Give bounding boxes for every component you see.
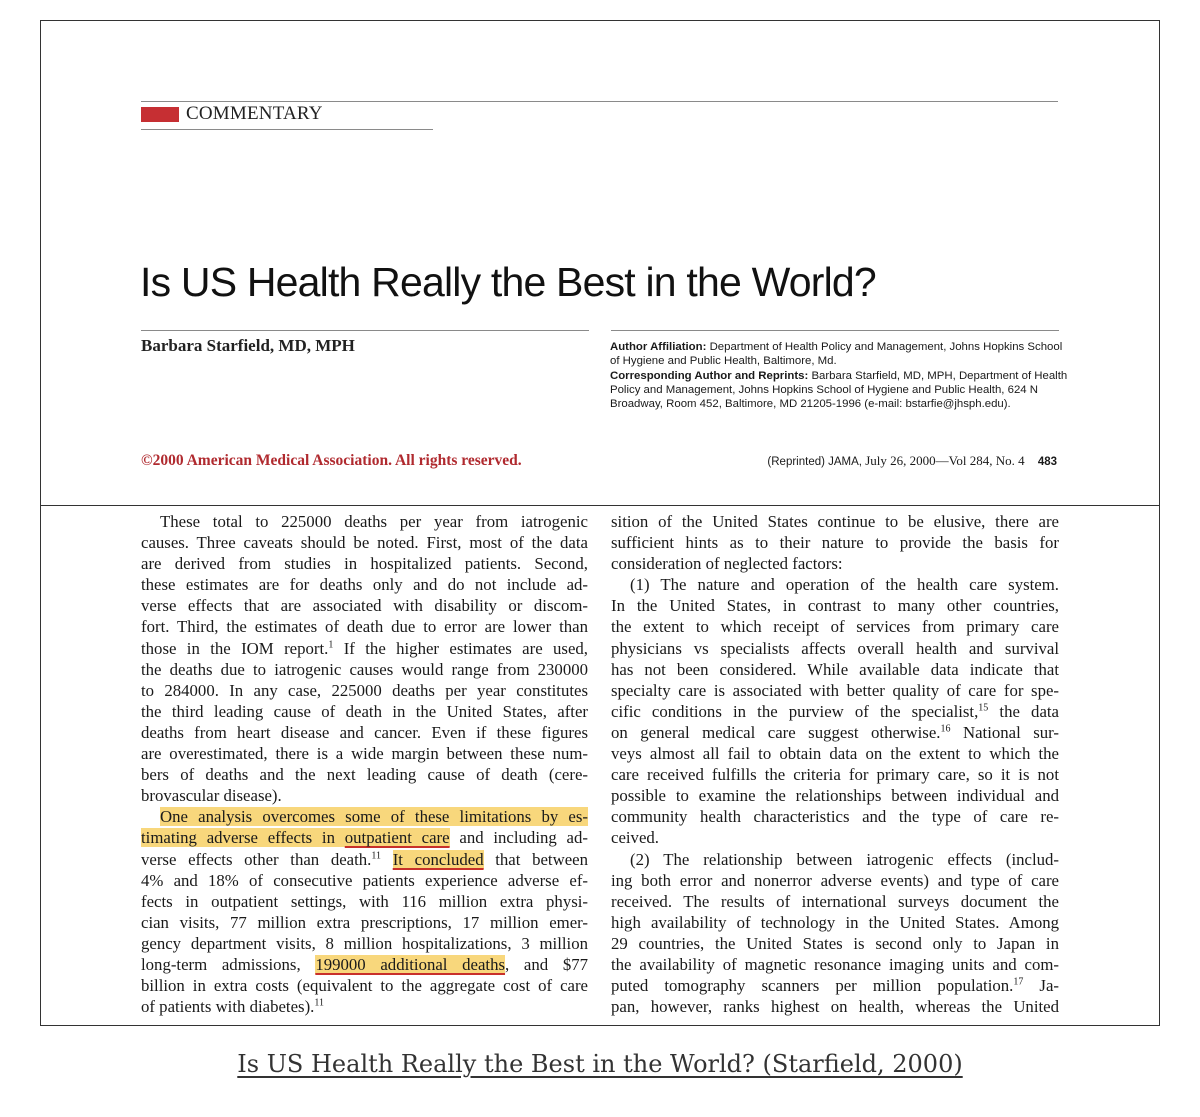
affiliation-rule [611, 330, 1059, 331]
text-segment: Ja- [1023, 976, 1059, 996]
text-line: causes. Three caveats should be noted. First, most of the data [141, 533, 588, 553]
highlighted-line [141, 827, 588, 848]
text-segment: those in the IOM report. [141, 638, 329, 658]
text-line: ceived. [611, 828, 659, 848]
text-line: cian visits, 77 million extra prescriptions, 17 million emer- [141, 912, 588, 932]
text-line: deaths from heart disease and cancer. Even if these figures [141, 722, 588, 742]
text-line: sition of the United States continue to be elusive, there are [611, 512, 1059, 531]
text-segment: cific conditions in the purview of the specialist, [611, 701, 979, 721]
text-line: physicians vs specialists affects overall health and survival [611, 638, 1059, 658]
highlight-span: timating adverse effects in [141, 828, 345, 848]
text-line [141, 849, 588, 870]
text-segment: on general medical care suggest otherwise. [611, 722, 941, 742]
text-line: care received fulfills the criteria for primary care, so it is not [611, 765, 1059, 785]
text-line: 4% and 18% of consecutive patients experience adverse ef- [141, 870, 588, 890]
text-line: billion in extra costs (equivalent to the aggregate cost of care [141, 976, 588, 996]
section-underline-rule [141, 129, 433, 130]
text-line [611, 722, 1059, 743]
text-line: These total to 225000 deaths per year from iatrogenic [160, 512, 588, 531]
author-affiliation [610, 340, 1070, 411]
highlighted-line [141, 806, 588, 827]
text-line: received. The results of international surveys document the [611, 891, 1059, 911]
text-line: community health characteristics and the type of care re- [611, 807, 1059, 827]
author-name: Barbara Starfield, MD, MPH [141, 336, 355, 355]
citation-prefix: (Reprinted) JAMA, [767, 456, 863, 468]
text-line: (2) The relationship between iatrogenic effects (includ- [630, 849, 1059, 869]
corresponding-text: Barbara Starfield, MD, MPH, Department of Health Policy and Management, Johns Hopkins School of Hygiene and Public Health, 624 N Broadway, Room 452, Baltimore, MD 21205-1996 (e-mail: bstarfie@jhsph.edu). [610, 369, 1068, 411]
text-line: In the United States, in contrast to many other countries, [611, 596, 1059, 616]
text-segment: of patients with diabetes). [141, 997, 315, 1017]
text-line: specialty care is associated with better quality of care for spe- [611, 680, 1059, 700]
text-line: 29 countries, the United States is second only to Japan in [611, 933, 1059, 953]
section-label: COMMENTARY [186, 103, 323, 124]
copyright-notice: ©2000 American Medical Association. All rights reserved. [141, 452, 522, 469]
page-number: 483 [1037, 456, 1057, 468]
underlined-phrase: It concluded [392, 849, 484, 869]
affiliation-label: Author Affiliation: [610, 341, 707, 353]
citation-ref: 17 [1013, 976, 1024, 988]
caption-link[interactable]: Is US Health Really the Best in the World? (Starfield, 2000) [237, 1050, 963, 1078]
journal-citation [767, 453, 1057, 469]
section-color-bar [141, 107, 179, 122]
text-line: fects in outpatient settings, with 116 million extra physi- [141, 891, 588, 911]
text-line: pan, however, ranks highest on health, whereas the United [611, 997, 1059, 1017]
body-column-right [611, 511, 1059, 1017]
citation-date: July 26, 2000—Vol 284, No. 4 [865, 453, 1025, 468]
text-segment: the data [988, 701, 1060, 721]
text-line: veys almost all fail to obtain data on the extent to which the [611, 744, 1059, 764]
text-line: possible to examine the relationships between individual and [611, 786, 1059, 806]
text-segment: that between [483, 849, 588, 869]
header-top-rule [141, 101, 1058, 102]
underlined-phrase: outpatient care [344, 828, 450, 848]
text-line: (1) The nature and operation of the health care system. [630, 575, 1059, 595]
text-line: bers of deaths and the next leading cause of death (cere- [141, 765, 588, 785]
corresponding-label: Corresponding Author and Reprints: [610, 369, 809, 382]
citation-ref: 11 [314, 997, 325, 1009]
text-line: the deaths due to iatrogenic causes would range from 230000 [141, 659, 588, 679]
text-line: to 284000. In any case, 225000 deaths per year constitutes [141, 680, 588, 700]
text-line: are overestimated, there is a wide margin between these num- [141, 744, 588, 764]
text-line [141, 954, 588, 975]
highlight-span: One analysis overcomes some of these limitations by es- [160, 807, 588, 827]
text-line [611, 975, 1059, 996]
text-line: these estimates are for deaths only and do not include ad- [141, 575, 588, 595]
image-caption [0, 1050, 1200, 1078]
author-rule [141, 330, 589, 331]
underlined-phrase: 199000 additional deaths [315, 954, 506, 974]
text-line: fort. Third, the estimates of death due to error are lower than [141, 617, 588, 637]
text-line: high availability of technology in the United States. Among [611, 912, 1059, 932]
text-segment: National sur- [950, 722, 1060, 742]
affiliation-text: Department of Health Policy and Management, Johns Hopkins School of Hygiene and Public Health, Baltimore, Md. [610, 341, 1063, 368]
text-line: the third leading cause of death in the United States, after [141, 701, 588, 721]
text-line: gency department visits, 8 million hospitalizations, 3 million [141, 933, 588, 953]
text-line [611, 701, 1059, 722]
text-segment: If the higher estimates are used, [343, 638, 588, 658]
text-segment: and including ad- [449, 828, 588, 848]
text-line: consideration of neglected factors: [611, 554, 843, 574]
citation-ref: 1 [328, 638, 334, 650]
text-line: sufficient hints as to their nature to provide the basis for [611, 533, 1059, 553]
text-segment: verse effects other than death. [141, 849, 372, 869]
citation-ref: 11 [371, 849, 382, 861]
text-line: has not been considered. While available data indicate that [611, 659, 1059, 679]
text-segment: , and $77 [505, 954, 588, 974]
text-line: are derived from studies in hospitalized patients. Second, [141, 554, 588, 574]
text-line: ing both error and nonerror adverse events) and type of care [611, 870, 1059, 890]
article-title: Is US Health Really the Best in the World? [140, 259, 876, 305]
text-line: verse effects that are associated with disability or discom- [141, 596, 588, 616]
citation-ref: 15 [978, 702, 989, 714]
text-line [141, 996, 588, 1017]
citation-ref: 16 [940, 723, 951, 735]
text-line: the availability of magnetic resonance imaging units and com- [611, 954, 1059, 974]
text-line: the extent to which receipt of services from primary care [611, 617, 1059, 637]
text-segment: long-term admissions, [141, 954, 316, 974]
text-line: brovascular disease). [141, 786, 282, 806]
body-column-left [141, 511, 588, 1017]
text-segment: puted tomography scanners per million population. [611, 976, 1014, 996]
text-line [141, 638, 588, 659]
page-break-divider [40, 505, 1160, 506]
